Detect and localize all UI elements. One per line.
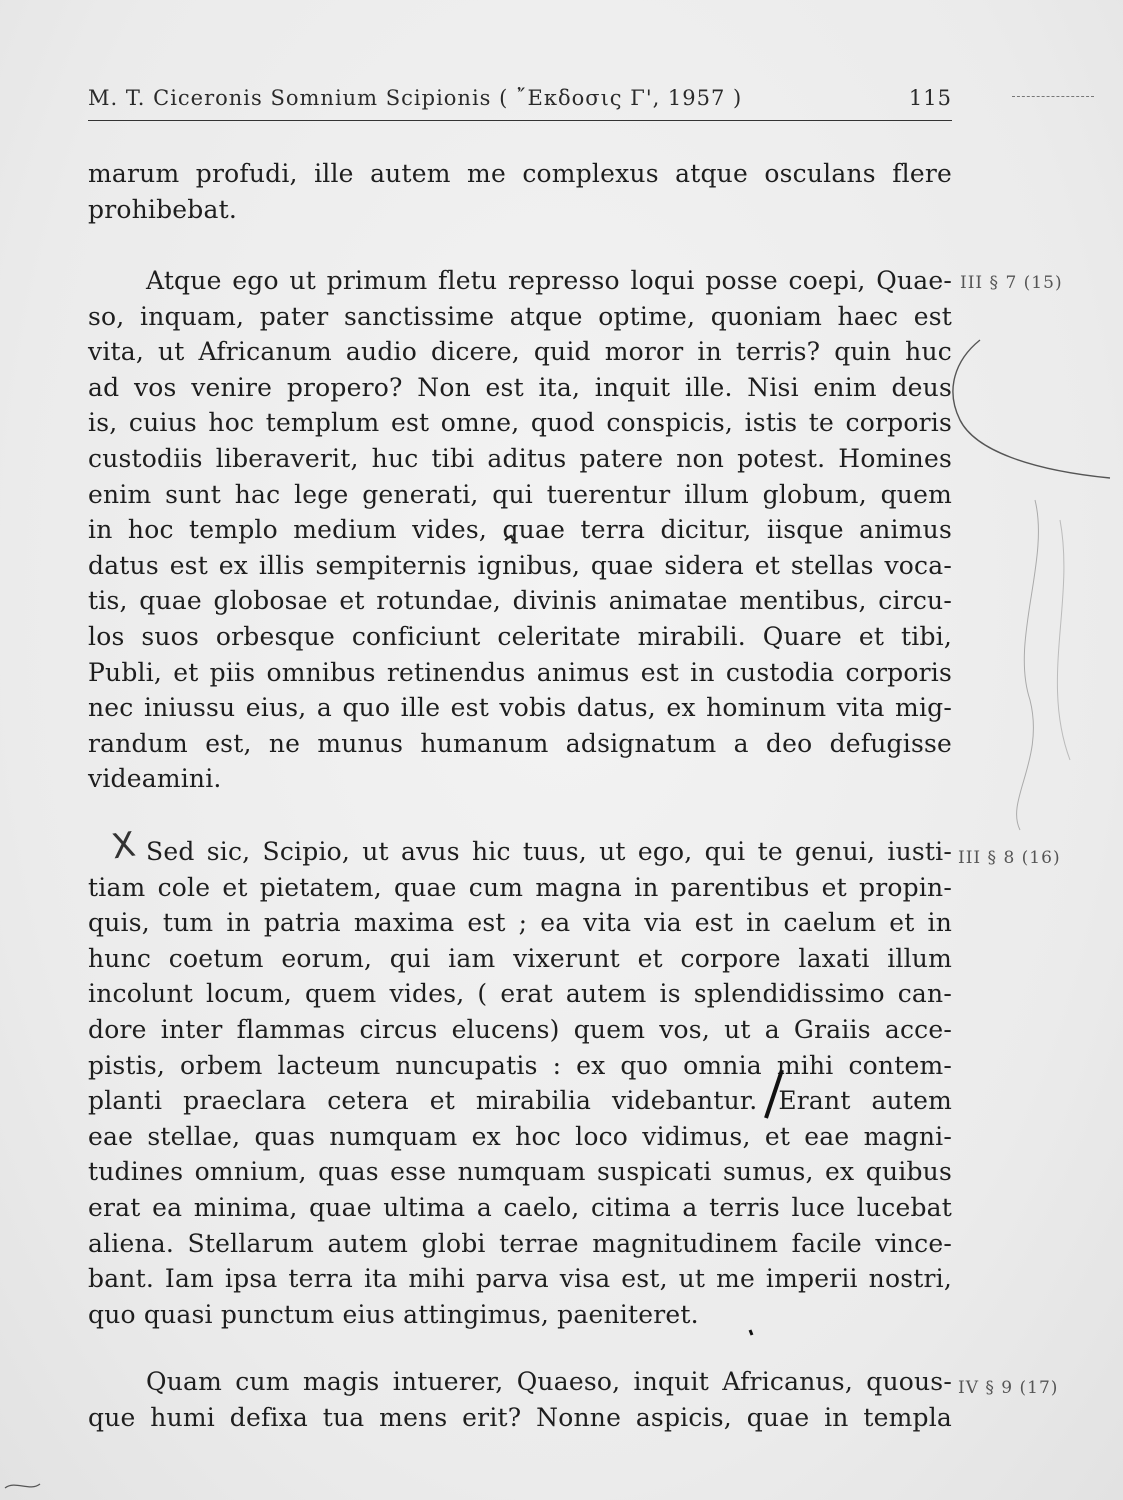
paragraph-1 (88, 156, 952, 227)
text-line: custodiis liberaverit, huc tibi aditus patere non potest. Homines (88, 443, 952, 473)
text-line: so, inquam, pater sanctissime atque optime, quoniam haec est (88, 301, 952, 331)
text-line: quis, tum in patria maxima est ; ea vita via est in caelum et in (88, 908, 952, 938)
text-line: is, cuius hoc templum est omne, quod conspicis, istis te corporis (88, 408, 952, 438)
margin-section-ref: III § 7 (15) (960, 273, 1063, 293)
text-line: marum profudi, ille autem me complexus atque osculans flere (88, 159, 952, 188)
text-line: enim sunt hac lege generati, qui tuerentur illum globum, quem (88, 479, 952, 509)
text-line: incolunt locum, quem vides, ( erat autem is splendidissimo can- (88, 979, 952, 1009)
margin-pencil-dash (1012, 96, 1094, 98)
pencil-curve-bracket (953, 340, 1110, 478)
text-line: aliena. Stellarum autem globi terrae magnitudinem facile vince- (88, 1228, 952, 1258)
text-line: tis, quae globosae et rotundae, divinis animatae mentibus, circu- (88, 586, 952, 616)
text-line: datus est ex illis sempiternis ignibus, quae sidera et stellas voca- (88, 550, 952, 580)
text-line: bant. Iam ipsa terra ita mihi parva visa est, ut me imperii nostri, (88, 1264, 952, 1294)
text-line: prohibebat. (88, 194, 238, 224)
text-line: planti praeclara cetera et mirabilia videbantur. Erant autem (88, 1086, 952, 1116)
text-line: vita, ut Africanum audio dicere, quid moror in terris? quin huc (88, 337, 952, 367)
page-number: 115 (908, 86, 952, 110)
text-line: eae stellae, quas numquam ex hoc loco vidimus, et eae magni- (88, 1121, 952, 1151)
header-title: M. T. Ciceronis Somnium Scipionis ( ῎Εκδοσις Γ', 1957 ) (88, 86, 743, 110)
paragraph-4 (88, 1364, 952, 1435)
text-line: quo quasi punctum eius attingimus, paeniteret. (88, 1299, 699, 1329)
text-line: videamini. (88, 764, 222, 794)
text-line: tudines omnium, quas esse numquam suspicati sumus, ex quibus (88, 1157, 952, 1187)
pencil-corner-squiggle (5, 1484, 40, 1488)
handwritten-x-mark: X (109, 824, 138, 868)
paragraph-2 (88, 263, 952, 797)
text-line-content: Quam cum magis intuerer, Quaeso, inquit Africanus, quous- (146, 1367, 952, 1396)
paragraph-3 (88, 834, 952, 1332)
text-line: pistis, orbem lacteum nuncupatis : ex quo omnia mihi contem- (88, 1050, 952, 1080)
text-line: tiam cole et pietatem, quae cum magna in parentibus et propin- (88, 872, 952, 902)
text-line: dore inter flammas circus elucens) quem vos, ut a Graiis acce- (88, 1014, 952, 1044)
text-line: erat ea minima, quae ultima a caelo, citima a terris luce lucebat (88, 1192, 952, 1222)
text-line-content: Atque ego ut primum fletu represso loqui posse coepi, Quae- (146, 266, 952, 295)
text-line: los suos orbesque conficiunt celeritate mirabili. Quare et tibi, (88, 621, 952, 651)
margin-section-ref: III § 8 (16) (958, 848, 1061, 868)
text-line: in hoc templo medium vides, quae terra dicitur, iisque animus (88, 515, 952, 545)
text-line: Publi, et piis omnibus retinendus animus est in custodia corporis (88, 657, 952, 687)
text-line: que humi defixa tua mens erit? Nonne aspicis, quae in templa (88, 1402, 952, 1432)
text-line: hunc coetum eorum, qui iam vixerunt et corpore laxati illum (88, 943, 952, 973)
text-line: ad vos venire propero? Non est ita, inquit ille. Nisi enim deus (88, 372, 952, 402)
margin-section-ref: IV § 9 (17) (958, 1378, 1059, 1398)
pencil-faint-scribble (1057, 520, 1070, 760)
text-line (88, 1364, 952, 1400)
text-line (88, 263, 952, 299)
running-header (88, 84, 952, 121)
text-line: randum est, ne munus humanum adsignatum a deo defugisse (88, 728, 952, 758)
pencil-faint-scribble (1017, 500, 1039, 830)
text-line-content: Sed sic, Scipio, ut avus hic tuus, ut ego, qui te genui, iusti- (146, 837, 952, 866)
text-line: nec iniussu eius, a quo ille est vobis datus, ex hominum vita mig- (88, 693, 952, 723)
text-line (88, 834, 952, 870)
